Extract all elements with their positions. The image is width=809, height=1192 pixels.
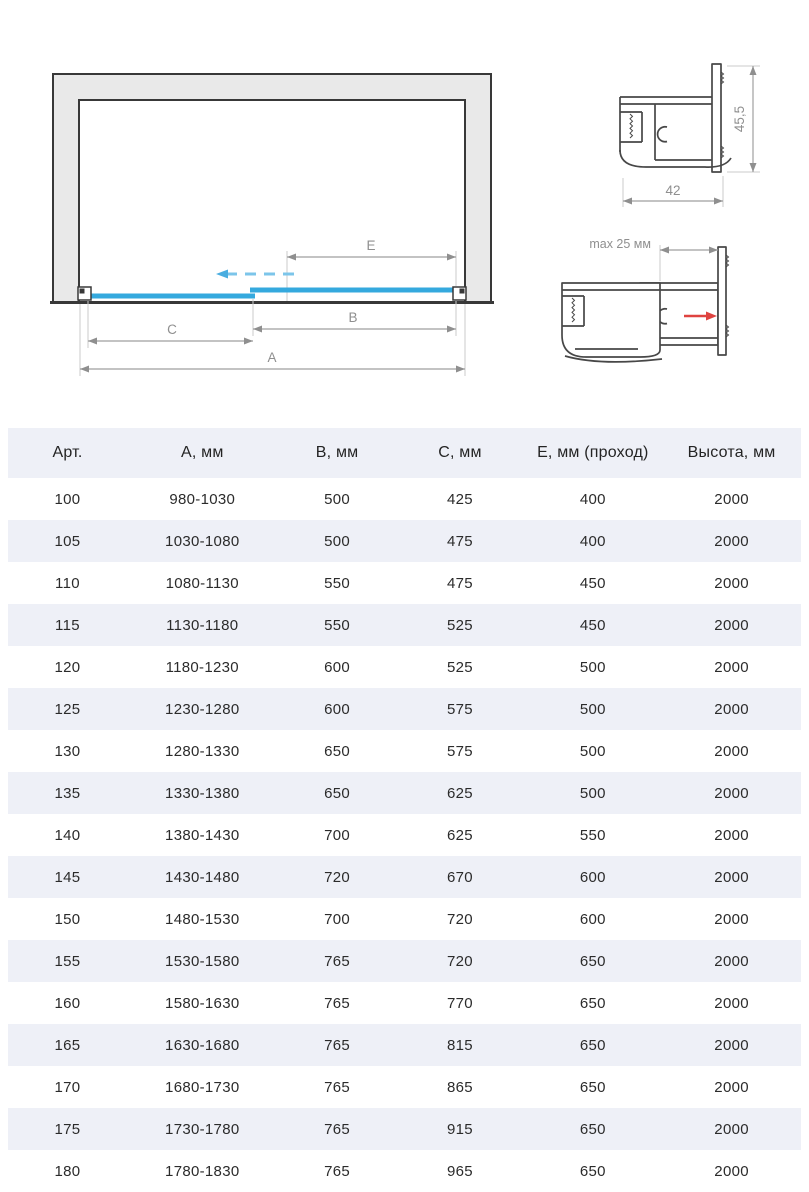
table-cell: 450 (579, 616, 606, 634)
table-cell: 650 (579, 952, 606, 970)
table-cell: 1280-1330 (165, 742, 240, 760)
table-cell: 500 (324, 490, 351, 508)
table-cell: 170 (54, 1078, 81, 1096)
table-cell: 2000 (714, 1078, 749, 1096)
table-cell: 1130-1180 (166, 616, 239, 634)
table-cell: 400 (579, 490, 606, 508)
table-row (8, 730, 801, 772)
shower-opening (79, 100, 465, 302)
table-cell: 765 (324, 1162, 351, 1180)
table-row (8, 772, 801, 814)
table-cell: 110 (55, 574, 80, 592)
table-cell: 450 (579, 574, 606, 592)
column-header: В, мм (278, 428, 397, 478)
column-header: Арт. (8, 428, 127, 478)
table-cell: 915 (447, 1120, 473, 1138)
table-cell: 765 (324, 1036, 351, 1054)
table-cell: 100 (54, 490, 81, 508)
table-row (8, 688, 801, 730)
table-cell: 1430-1480 (165, 868, 240, 886)
table-cell: 2000 (714, 658, 749, 676)
table-row (8, 898, 801, 940)
table-cell: 1730-1780 (165, 1120, 240, 1138)
table-cell: 475 (447, 532, 473, 550)
table-row (8, 1066, 801, 1108)
height-extension-lines (623, 66, 760, 207)
table-cell: 2000 (714, 910, 749, 928)
table-cell: 500 (324, 532, 351, 550)
table-row (8, 604, 801, 646)
table-cell: 1380-1430 (165, 826, 240, 844)
clamp-serration (630, 114, 633, 138)
spec-table-header-row (8, 428, 801, 478)
table-row (8, 814, 801, 856)
table-cell: 2000 (714, 868, 749, 886)
table-cell: 650 (579, 994, 606, 1012)
table-cell: 500 (579, 700, 606, 718)
table-cell: 1180-1230 (165, 658, 239, 676)
table-cell: 500 (579, 658, 606, 676)
table-row (8, 562, 801, 604)
table-cell: 160 (54, 994, 81, 1012)
table-cell: 650 (579, 1120, 606, 1138)
table-cell: 720 (324, 868, 351, 886)
profile-body (620, 97, 712, 160)
table-cell: 150 (54, 910, 81, 928)
table-cell: 175 (54, 1120, 81, 1138)
slider-flange (718, 247, 726, 355)
table-cell: 575 (447, 700, 473, 718)
table-cell: 670 (447, 868, 473, 886)
table-cell: 525 (447, 658, 473, 676)
table-cell: 550 (324, 574, 351, 592)
table-cell: 135 (54, 784, 81, 802)
table-cell: 720 (447, 952, 473, 970)
table-row (8, 856, 801, 898)
table-cell: 1230-1280 (165, 700, 240, 718)
table-cell: 1030-1080 (165, 532, 240, 550)
wall-body (562, 283, 660, 357)
spec-table (8, 428, 801, 1192)
table-cell: 125 (54, 700, 81, 718)
front-view (50, 74, 494, 376)
table-cell: 765 (324, 1078, 351, 1096)
table-cell: 145 (54, 868, 81, 886)
column-header: А, мм (127, 428, 278, 478)
dimension-height-label: 45,5 (732, 105, 747, 133)
table-cell: 2000 (714, 490, 749, 508)
table-row (8, 478, 801, 520)
table-cell: 400 (579, 532, 606, 550)
table-row (8, 646, 801, 688)
table-row (8, 940, 801, 982)
table-cell: 700 (324, 910, 351, 928)
table-cell: 550 (324, 616, 351, 634)
table-cell: 180 (54, 1162, 81, 1180)
table-cell: 140 (54, 826, 81, 844)
table-cell: 2000 (714, 826, 749, 844)
table-row (8, 1024, 801, 1066)
table-cell: 2000 (714, 700, 749, 718)
table-cell: 720 (447, 910, 473, 928)
table-cell: 1680-1730 (165, 1078, 240, 1096)
table-row (8, 520, 801, 562)
dimension-width-label: 42 (665, 183, 681, 198)
table-cell: 600 (324, 700, 351, 718)
table-cell: 1330-1380 (165, 784, 240, 802)
table-cell: 650 (324, 742, 351, 760)
table-cell: 815 (447, 1036, 473, 1054)
table-cell: 2000 (714, 952, 749, 970)
table-cell: 765 (324, 994, 351, 1012)
glass-door-panel (250, 288, 456, 293)
table-cell: 625 (447, 784, 473, 802)
table-cell: 865 (447, 1078, 473, 1096)
table-cell: 155 (54, 952, 81, 970)
table-row (8, 1150, 801, 1192)
spec-table-body (8, 478, 801, 1192)
table-cell: 2000 (714, 1120, 749, 1138)
dimension-adjust-label: max 25 мм (589, 237, 651, 251)
table-cell: 650 (579, 1162, 606, 1180)
table-cell: 650 (579, 1036, 606, 1054)
table-cell: 115 (55, 616, 80, 634)
table-cell: 1580-1630 (165, 994, 240, 1012)
table-cell: 500 (579, 784, 606, 802)
table-cell: 625 (447, 826, 473, 844)
wall-bracket-left (78, 287, 91, 300)
table-cell: 2000 (714, 532, 749, 550)
column-header: С, мм (397, 428, 524, 478)
table-cell: 500 (579, 742, 606, 760)
table-cell: 105 (54, 532, 81, 550)
corner-profile-section (620, 64, 760, 207)
table-cell: 1080-1130 (165, 574, 239, 592)
table-cell: 2000 (714, 742, 749, 760)
column-header: Высота, мм (662, 428, 801, 478)
table-cell: 525 (447, 616, 473, 634)
dimension-e-label: E (366, 238, 376, 253)
table-cell: 1480-1530 (165, 910, 240, 928)
glass-fixed-panel (89, 294, 255, 299)
table-cell: 765 (324, 1120, 351, 1138)
table-cell: 1530-1580 (165, 952, 240, 970)
table-row (8, 982, 801, 1024)
table-cell: 475 (447, 574, 473, 592)
profile-flange (712, 64, 721, 172)
table-cell: 700 (324, 826, 351, 844)
table-cell: 965 (447, 1162, 473, 1180)
table-cell: 120 (54, 658, 81, 676)
dimension-a-label: A (267, 350, 277, 365)
table-cell: 425 (447, 490, 473, 508)
table-cell: 600 (324, 658, 351, 676)
table-cell: 980-1030 (169, 490, 236, 508)
table-cell: 600 (579, 868, 606, 886)
adjust-profile-section (562, 237, 729, 362)
table-cell: 1630-1680 (165, 1036, 240, 1054)
table-cell: 165 (54, 1036, 81, 1054)
table-cell: 130 (54, 742, 81, 760)
table-cell: 1780-1830 (165, 1162, 240, 1180)
table-row (8, 1108, 801, 1150)
table-cell: 770 (447, 994, 473, 1012)
table-cell: 2000 (714, 994, 749, 1012)
technical-drawing (0, 0, 809, 428)
table-cell: 2000 (714, 616, 749, 634)
table-cell: 2000 (714, 784, 749, 802)
table-cell: 765 (324, 952, 351, 970)
dimension-c-label: C (167, 322, 177, 337)
table-cell: 2000 (714, 1162, 749, 1180)
screw-boss (658, 127, 667, 142)
table-cell: 2000 (714, 574, 749, 592)
table-cell: 650 (324, 784, 351, 802)
dimension-b-label: B (348, 310, 358, 325)
table-cell: 575 (447, 742, 473, 760)
table-cell: 650 (579, 1078, 606, 1096)
table-cell: 2000 (714, 1036, 749, 1054)
wall-bracket-right (453, 287, 466, 300)
table-cell: 550 (579, 826, 606, 844)
column-header: Е, мм (проход) (523, 428, 662, 478)
table-cell: 600 (579, 910, 606, 928)
